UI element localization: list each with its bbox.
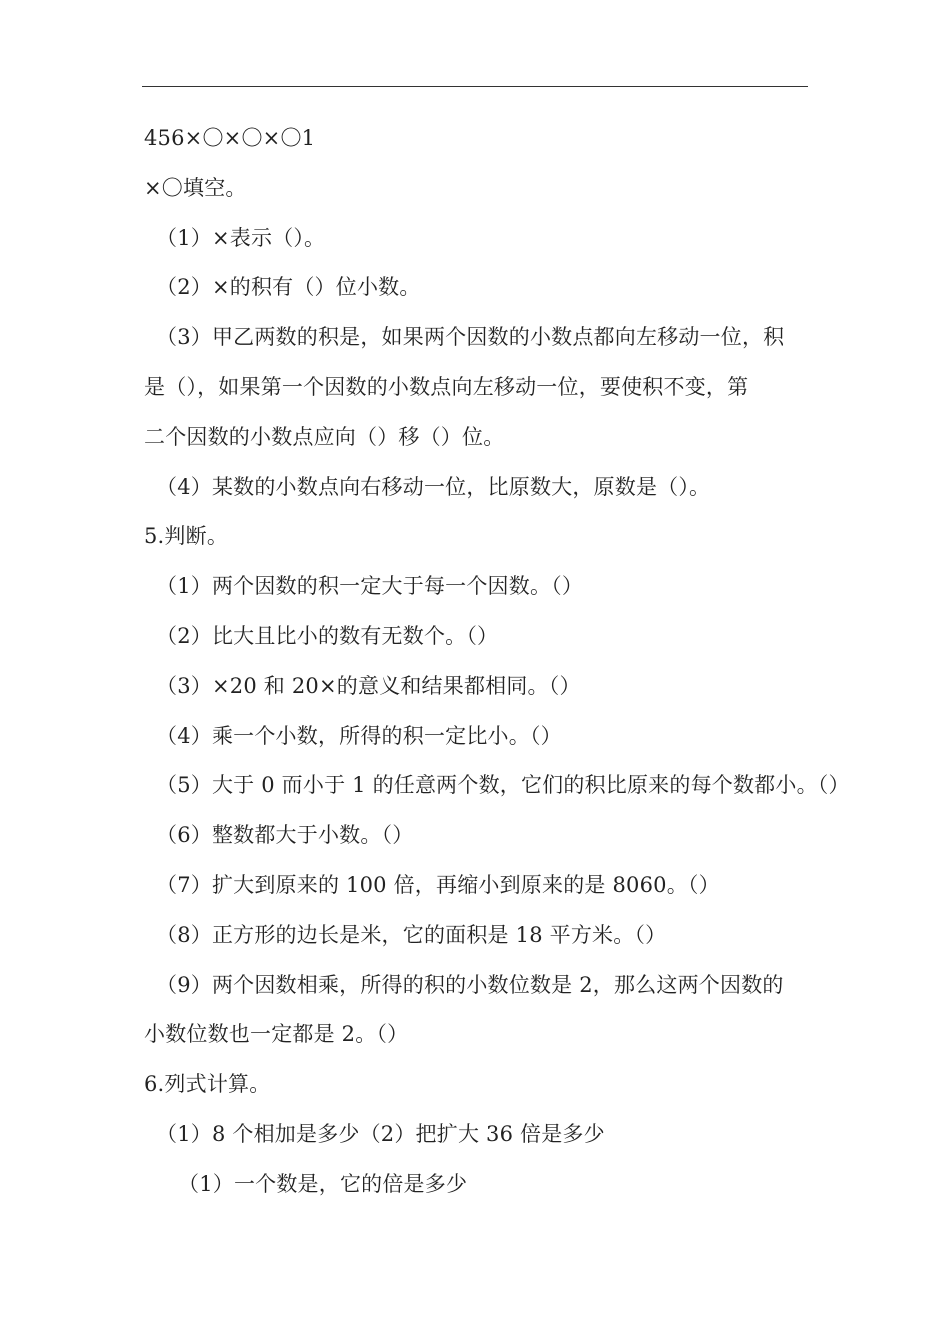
judge-question-9-part-1: （9）两个因数相乘，所得的积的小数位数是 2，那么这两个因数的 xyxy=(156,972,784,997)
fill-question-2: （2）×的积有（）位小数。 xyxy=(156,275,421,300)
fill-in-instruction: ×〇填空。 xyxy=(144,175,247,200)
fill-question-4: （4）某数的小数点向右移动一位，比原数大，原数是（）。 xyxy=(156,474,711,499)
header-rule xyxy=(142,86,808,87)
judge-question-5: （5）大于 0 而小于 1 的任意两个数，它们的积比原来的每个数都小。（） xyxy=(156,773,850,798)
section-5-heading: 5.判断。 xyxy=(144,524,229,549)
judge-question-6: （6）整数都大于小数。（） xyxy=(156,823,414,848)
document-body xyxy=(144,114,850,1210)
judge-question-2: （2）比大且比小的数有无数个。（） xyxy=(156,623,499,648)
fill-question-3-part-1: （3）甲乙两数的积是，如果两个因数的小数点都向左移动一位，积 xyxy=(156,325,785,350)
calc-questions-1-2: （1）8 个相加是多少（2）把扩大 36 倍是多少 xyxy=(156,1121,605,1146)
judge-question-9-part-2: 小数位数也一定都是 2。（） xyxy=(144,1022,409,1047)
judge-question-4: （4）乘一个小数，所得的积一定比小。（） xyxy=(156,723,562,748)
judge-question-8: （8）正方形的边长是米，它的面积是 18 平方米。（） xyxy=(156,922,667,947)
calc-question-3: （1）一个数是，它的倍是多少 xyxy=(178,1171,468,1196)
section-6-heading: 6.列式计算。 xyxy=(144,1072,271,1097)
judge-question-3: （3）×20 和 20×的意义和结果都相同。（） xyxy=(156,673,581,698)
judge-question-1: （1）两个因数的积一定大于每一个因数。（） xyxy=(156,574,584,599)
fill-question-3-part-2: 是（），如果第一个因数的小数点向左移动一位，要使积不变，第 xyxy=(144,374,749,399)
judge-question-7: （7）扩大到原来的 100 倍，再缩小到原来的是 8060。（） xyxy=(156,872,720,897)
equation-line: 456×〇×〇×〇1 xyxy=(144,126,316,150)
fill-question-1: （1）×表示（）。 xyxy=(156,225,326,250)
fill-question-3-part-3: 二个因数的小数点应向（）移（）位。 xyxy=(144,424,505,449)
